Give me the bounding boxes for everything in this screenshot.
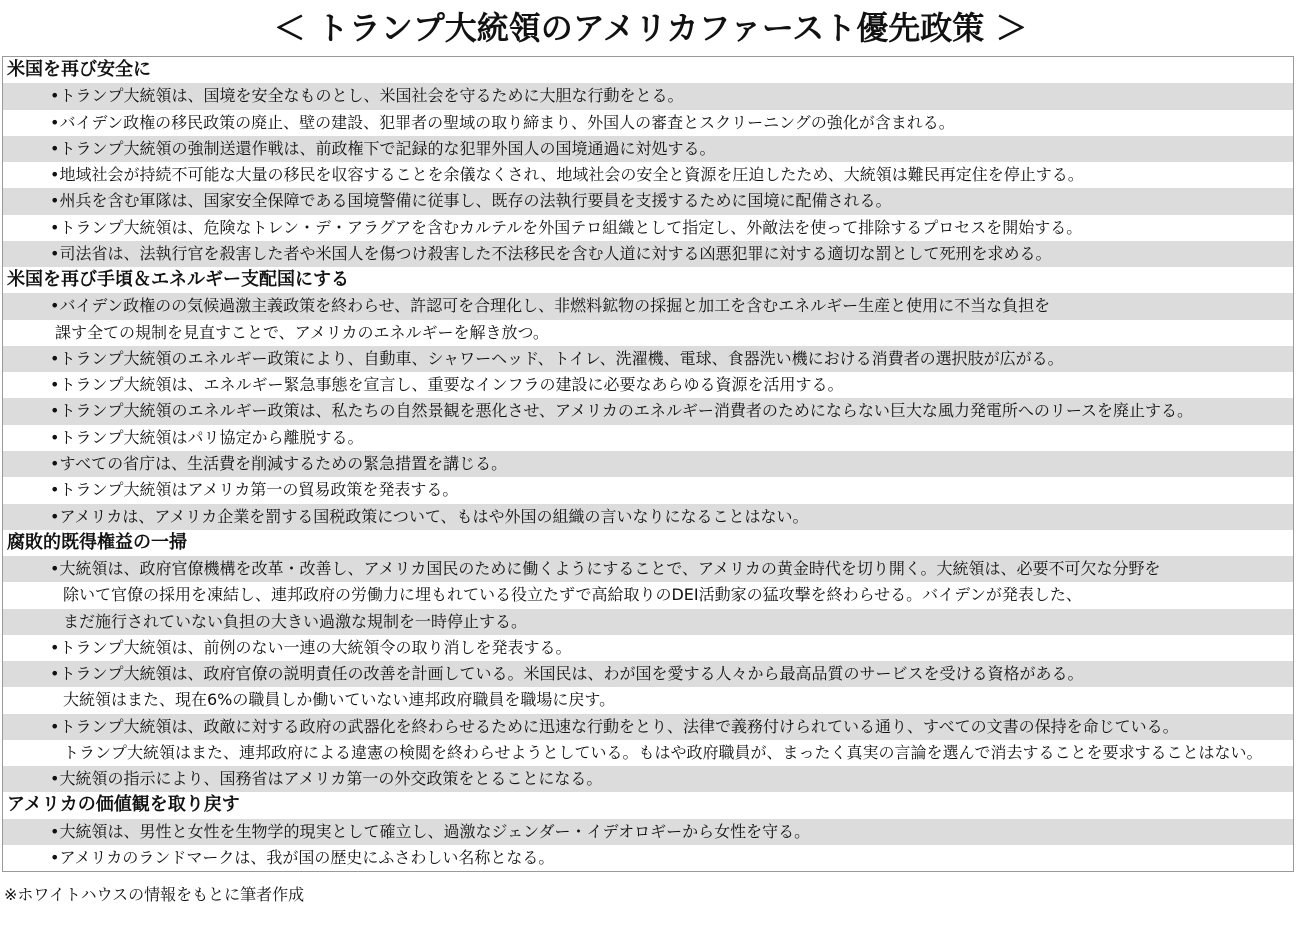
source-footnote: ※ホワイトハウスの情報をもとに筆者作成: [4, 885, 305, 904]
policy-item: •アメリカは、アメリカ企業を罰する国税政策について、もはや外国の組織の言いなりになることはない。: [3, 504, 1293, 530]
policy-item: •大統領は、男性と女性を生物学的現実として確立し、過激なジェンダー・イデオロギーから女性を守る。: [3, 819, 1293, 845]
policy-item-continuation: まだ施行されていない負担の大きい過激な規制を一時停止する。: [3, 609, 1293, 635]
policy-item: •バイデン政権の移民政策の廃止、壁の建設、犯罪者の聖域の取り締まり、外国人の審査とスクリーニングの強化が含まれる。: [3, 110, 1293, 136]
policy-item: •トランプ大統領のエネルギー政策は、私たちの自然景観を悪化させ、アメリカのエネルギー消費者のためにならない巨大な風力発電所へのリースを廃止する。: [3, 398, 1293, 424]
policy-item-continuation: 課す全ての規制を見直すことで、アメリカのエネルギーを解き放つ。: [3, 320, 1293, 346]
policy-item: •大統領の指示により、国務省はアメリカ第一の外交政策をとることになる。: [3, 766, 1293, 792]
policy-item: •トランプ大統領は、国境を安全なものとし、米国社会を守るために大胆な行動をとる。: [3, 83, 1293, 109]
policy-item: •大統領は、政府官僚機構を改革・改善し、アメリカ国民のために働くようにすることで、アメリカの黄金時代を切り開く。大統領は、必要不可欠な分野を: [3, 556, 1293, 582]
page-title: ＜ トランプ大統領のアメリカファースト優先政策 ＞: [273, 9, 1028, 47]
policy-item-continuation: 除いて官僚の採用を凍結し、連邦政府の労働力に埋もれている役立たずで高給取りのDEI活動家の猛攻撃を終わらせる。バイデンが発表した、: [3, 582, 1293, 608]
section-heading-values: アメリカの価値観を取り戻す: [3, 792, 1293, 818]
policy-table: [2, 56, 1294, 872]
policy-item: •トランプ大統領は、危険なトレン・デ・アラグアを含むカルテルを外国テロ組織として指定し、外敵法を使って排除するプロセスを開始する。: [3, 215, 1293, 241]
section-heading-safety: 米国を再び安全に: [3, 57, 1293, 83]
policy-item: •地域社会が持続不可能な大量の移民を収容することを余儀なくされ、地域社会の安全と資源を圧迫したため、大統領は難民再定住を停止する。: [3, 162, 1293, 188]
policy-item: •トランプ大統領の強制送還作戦は、前政権下で記録的な犯罪外国人の国境通過に対処する。: [3, 136, 1293, 162]
policy-item: •すべての省庁は、生活費を削減するための緊急措置を講じる。: [3, 451, 1293, 477]
policy-item: •トランプ大統領は、エネルギー緊急事態を宣言し、重要なインフラの建設に必要なあらゆる資源を活用する。: [3, 372, 1293, 398]
policy-item: •バイデン政権のの気候過激主義政策を終わらせ、許認可を合理化し、非燃料鉱物の採掘と加工を含むエネルギー生産と使用に不当な負担を: [3, 293, 1293, 319]
policy-item: •州兵を含む軍隊は、国家安全保障である国境警備に従事し、既存の法執行要員を支援するために国境に配備される。: [3, 188, 1293, 214]
policy-item: •トランプ大統領は、政府官僚の説明責任の改善を計画している。米国民は、わが国を愛する人々から最高品質のサービスを受ける資格がある。: [3, 661, 1293, 687]
policy-item: •トランプ大統領のエネルギー政策により、自動車、シャワーヘッド、トイレ、洗濯機、電球、食器洗い機における消費者の選択肢が広がる。: [3, 346, 1293, 372]
policy-item: •トランプ大統領はパリ協定から離脱する。: [3, 425, 1293, 451]
policy-item: •トランプ大統領はアメリカ第一の貿易政策を発表する。: [3, 477, 1293, 503]
policy-item: •アメリカのランドマークは、我が国の歴史にふさわしい名称となる。: [3, 845, 1293, 871]
policy-item: •トランプ大統領は、前例のない一連の大統領令の取り消しを発表する。: [3, 635, 1293, 661]
section-heading-energy: 米国を再び手頃＆エネルギー支配国にする: [3, 267, 1293, 293]
section-heading-corruption: 腐敗的既得権益の一掃: [3, 530, 1293, 556]
policy-item: •トランプ大統領は、政敵に対する政府の武器化を終わらせるために迅速な行動をとり、法律で義務付けられている通り、すべての文書の保持を命じている。: [3, 714, 1293, 740]
policy-item: •司法省は、法執行官を殺害した者や米国人を傷つけ殺害した不法移民を含む人道に対する凶悪犯罪に対する適切な罰として死刑を求める。: [3, 241, 1293, 267]
policy-item-continuation: 大統領はまた、現在6%の職員しか働いていない連邦政府職員を職場に戻す。: [3, 687, 1293, 713]
policy-item-continuation: トランプ大統領はまた、連邦政府による違憲の検閲を終わらせようとしている。もはや政府職員が、まったく真実の言論を選んで消去することを要求することはない。: [3, 740, 1293, 766]
